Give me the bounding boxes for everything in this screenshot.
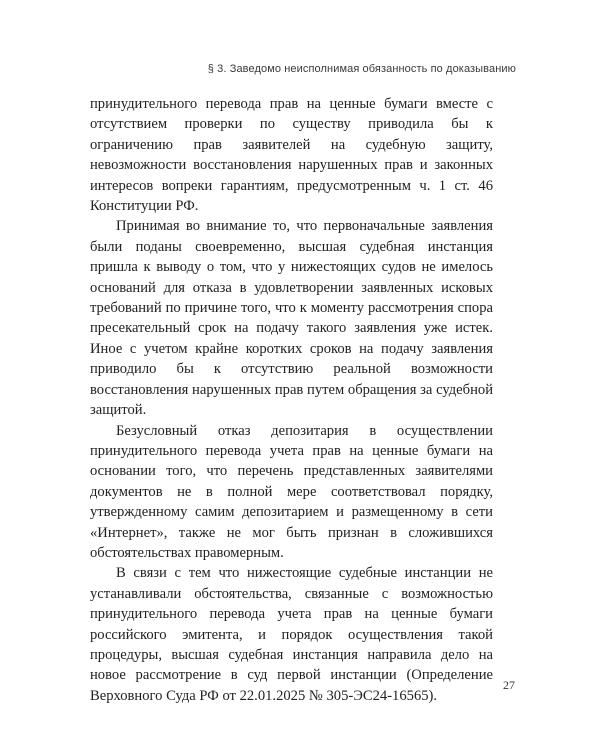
page-number: 27 bbox=[503, 678, 515, 692]
paragraph: Безусловный отказ депозитария в осуществлении принудительного перевода учета прав на ценные бумаги на основании того, что перечень представленных заявителями документов не в полной мере соответствовал порядку, утвержденному самим депозитарием и размещенному в сети «Интернет», также не мог быть признан в сложившихся обстоятельствах правомерным. bbox=[90, 422, 493, 561]
paragraph: Принимая во внимание то, что первоначальные заявления были поданы своевременно, высшая судебная инстанция пришла к выводу о том, что у нижестоящих судов не имелось оснований для отказа в удовлетворении заявленных исковых требований по причине того, что к моменту рассмотрения спора пресекательный срок на подачу такого заявления уже истек. Иное с учетом крайне коротких сроков на подачу заявления приводило бы к отсутствию реальной возможности восстановления нарушенных прав путем обращения за судебной защитой. bbox=[90, 218, 493, 419]
paragraph-continuation: принудительного перевода прав на ценные бумаги вместе с отсутствием проверки по существу приводила бы к ограничению прав заявителей на судебную защиту, невозможности восстановления нарушенных прав и законных интересов вопреки гарантиям, предусмотренным ч. 1 ст. 46 Конституции РФ. bbox=[90, 96, 493, 215]
running-header: § 3. Заведомо неисполнимая обязанность по доказыванию bbox=[207, 63, 516, 75]
paragraph: В связи с тем что нижестоящие судебные инстанции не устанавливали обстоятельства, связанные с возможностью принудительного перевода учета прав на ценные бумаги российского эмитента, и порядок осуществления такой процедуры, высшая судебная инстанция направила дело на новое рассмотрение в суд первой инстанции (Определение Верховного Суда РФ от 22.01.2025 № 305-ЭС24-16565). bbox=[90, 565, 493, 704]
body-text bbox=[90, 94, 493, 706]
